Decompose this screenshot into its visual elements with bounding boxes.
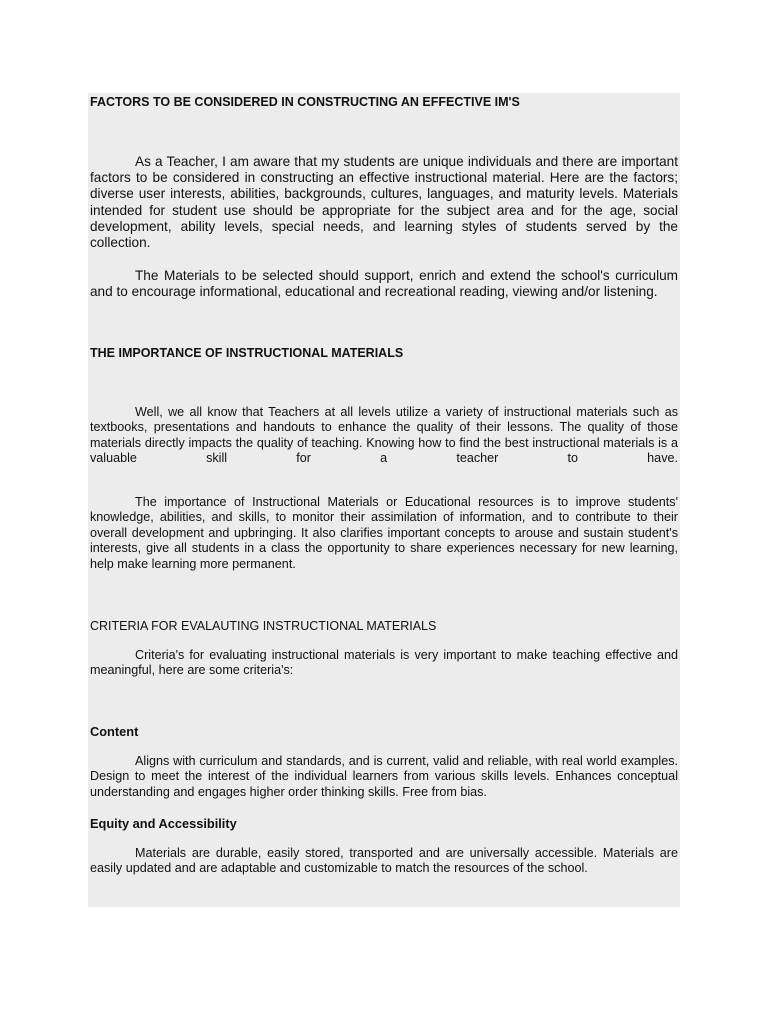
subheading-equity-accessibility: Equity and Accessibility: [90, 816, 237, 831]
content-paragraph: Aligns with curriculum and standards, and is current, valid and reliable, with real world examples. Design to meet the interest of the individual learners from various skills levels. Enhances conceptual understanding and engages higher order thinking skills. Free from bias.: [90, 754, 678, 799]
importance-paragraph-2: The importance of Instructional Materials or Educational resources is to improve students' knowledge, abilities, and skills, to monitor their assimilation of information, and to contribute to their overall development and upbringing. It also clarifies important concepts to arouse and sustain student's interests, give all students in a class the opportunity to share experiences necessary for new learning, help make learning more permanent.: [90, 495, 678, 571]
factors-paragraph-2: The Materials to be selected should support, enrich and extend the school's curriculum and to encourage informational, educational and recreational reading, viewing and/or listening.: [90, 268, 678, 300]
criteria-intro-paragraph: Criteria's for evaluating instructional materials is very important to make teaching effective and meaningful, here are some criteria's:: [90, 648, 678, 678]
section-heading-criteria: CRITERIA FOR EVALAUTING INSTRUCTIONAL MATERIALS: [90, 619, 437, 633]
equity-accessibility-paragraph: Materials are durable, easily stored, transported and are universally accessible. Materials are easily updated and are adaptable and customizable to match the resources of the school.: [90, 846, 678, 876]
factors-paragraph-1: As a Teacher, I am aware that my students are unique individuals and there are important factors to be considered in constructing an effective instructional material. Here are the factors; diverse user interests, abilities, backgrounds, cultures, languages, and maturity levels. Materials intended for student use should be appropriate for the subject area and for the age, social development, ability levels, special needs, and learning styles of students served by the collection.: [90, 154, 678, 251]
section-heading-importance: THE IMPORTANCE OF INSTRUCTIONAL MATERIALS: [90, 346, 404, 360]
subheading-content: Content: [90, 724, 139, 739]
importance-paragraph-1: Well, we all know that Teachers at all levels utilize a variety of instructional materials such as textbooks, presentations and handouts to enhance the quality of their lessons. The quality of those materials directly impacts the quality of teaching. Knowing how to find the best instructional materials is a valuable skill for a teacher to have.: [90, 405, 678, 466]
section-heading-factors: FACTORS TO BE CONSIDERED IN CONSTRUCTING AN EFFECTIVE IM'S: [90, 95, 520, 109]
